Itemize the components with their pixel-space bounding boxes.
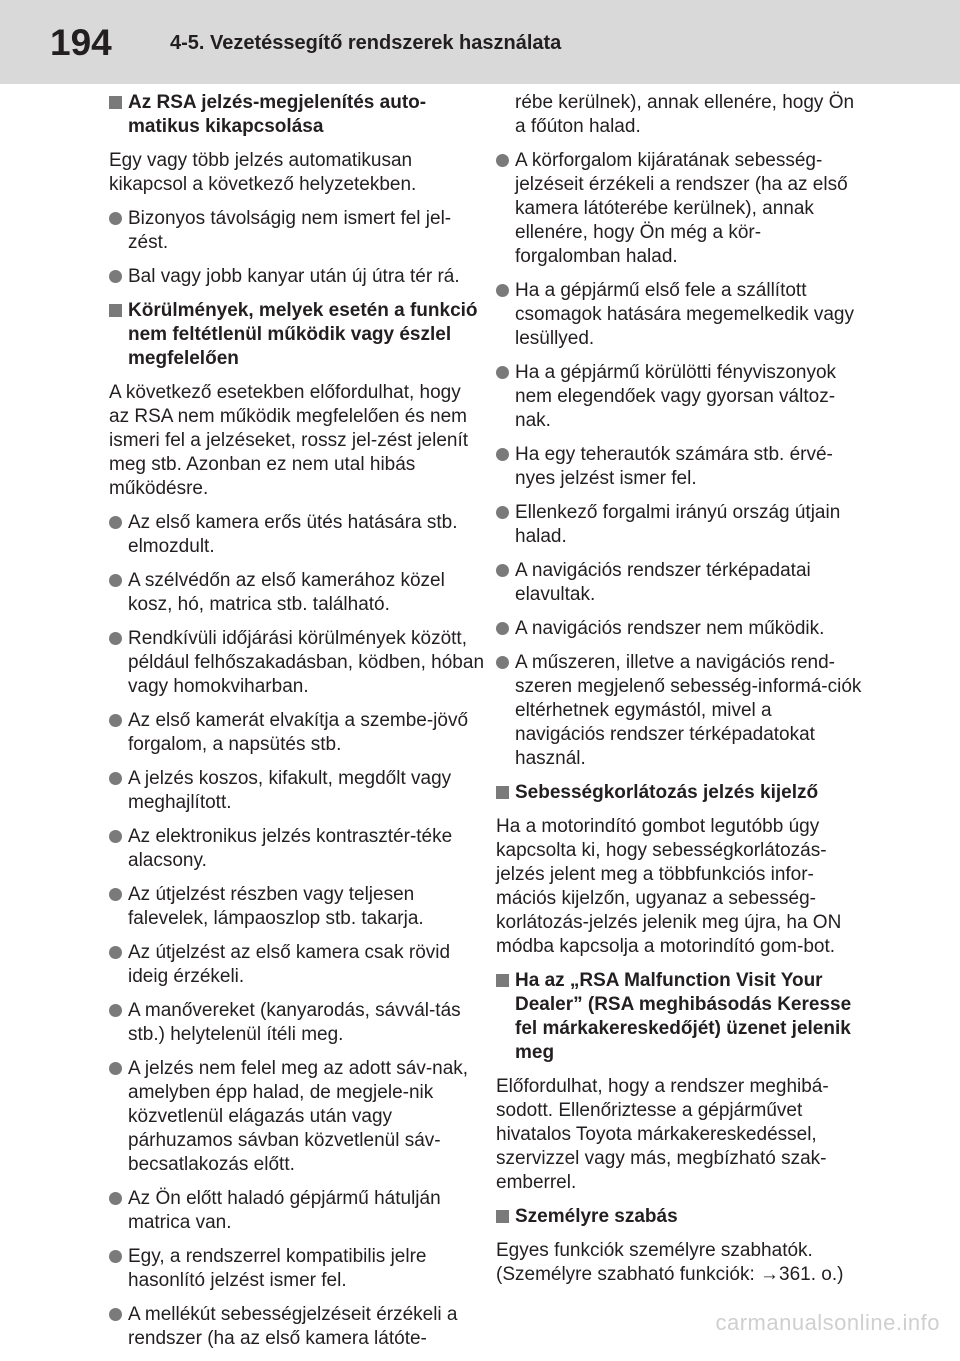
circle-bullet-icon: [109, 574, 122, 587]
list-item-text: Ha a gépjármű körülötti fényviszonyok nem elegendőek vagy gyorsan változ-nak.: [515, 362, 837, 431]
list-item: [496, 501, 866, 549]
list-item: [109, 767, 484, 815]
list-item-text: A jelzés koszos, kifakult, megdőlt vagy meghajlított.: [128, 768, 452, 813]
square-bullet-icon: [109, 96, 122, 109]
circle-bullet-icon: [109, 772, 122, 785]
list-item-text: Az első kamera erős ütés hatására stb. elmozdult.: [128, 512, 458, 557]
list-item: [496, 443, 866, 491]
list-item: [496, 559, 866, 607]
list-item: [109, 569, 484, 617]
watermark-text: carmanualsonline.info: [715, 1310, 940, 1335]
circle-bullet-icon: [496, 154, 509, 167]
left-column: [109, 91, 484, 1361]
list-item: [109, 511, 484, 559]
paragraph: Ha a motorindító gombot legutóbb úgy kapcsolta ki, hogy sebességkorlátozás-jelzés jelent meg a többfunkciós infor-mációs kijelzőn, ugyanaz a sebesség-korlátozás-jelzés jelenik meg újra, ha ON módba kapcsolja a motorindító gom-bot.: [496, 816, 842, 957]
list-item-text: A szélvédőn az első kamerához közel kosz, hó, matrica stb. található.: [128, 570, 445, 615]
list-item: [109, 1303, 484, 1351]
heading-text: Személyre szabás: [515, 1206, 678, 1227]
list-item-text: Az első kamerát elvakítja a szembe-jövő forgalom, a napsütés stb.: [128, 710, 469, 755]
list-item: [109, 941, 484, 989]
list-item-text: Rendkívüli időjárási körülmények között, például felhőszakadásban, ködben, hóban vagy homokviharban.: [128, 628, 485, 697]
list-item-text: Egy, a rendszerrel kompatibilis jelre hasonlító jelzést ismer fel.: [128, 1246, 427, 1291]
circle-bullet-icon: [109, 212, 122, 225]
list-item-text: Az útjelzést az első kamera csak rövid ideig érzékeli.: [128, 942, 451, 987]
section-heading: [109, 91, 484, 139]
list-item: [109, 999, 484, 1047]
circle-bullet-icon: [109, 1062, 122, 1075]
square-bullet-icon: [496, 1210, 509, 1223]
list-item: [109, 207, 484, 255]
heading-text: Az RSA jelzés-megjelenítés auto-matikus kikapcsolása: [128, 92, 427, 137]
page-header: [0, 0, 960, 84]
circle-bullet-icon: [109, 1004, 122, 1017]
circle-bullet-icon: [496, 366, 509, 379]
list-item-text: Ellenkező forgalmi irányú ország útjain halad.: [515, 502, 841, 547]
list-item-text: Ha egy teherautók számára stb. érvé-nyes jelzést ismer fel.: [515, 444, 833, 489]
list-item-text: Bizonyos távolságig nem ismert fel jel-zést.: [128, 208, 452, 253]
circle-bullet-icon: [109, 632, 122, 645]
square-bullet-icon: [496, 786, 509, 799]
paragraph: Egyes funkciók személyre szabhatók. (Személyre szabható funkciók: →361. o.): [496, 1240, 844, 1285]
page-number: 194: [50, 22, 112, 63]
circle-bullet-icon: [109, 1192, 122, 1205]
circle-bullet-icon: [109, 714, 122, 727]
list-item-text: Ha a gépjármű első fele a szállított csomagok hatására megemelkedik vagy lesüllyed.: [515, 280, 855, 349]
paragraph: Előfordulhat, hogy a rendszer meghibá-sodott. Ellenőriztesse a gépjárművet hivatalos Toyota márkakereskedéssel, szervizzel vagy más, megbízható szak-emberrel.: [496, 1076, 829, 1193]
list-item-continuation: rébe kerülnek), annak ellenére, hogy Ön a főúton halad.: [515, 92, 855, 137]
list-item-text: Az Ön előtt haladó gépjármű hátulján matrica van.: [128, 1188, 441, 1233]
section-heading: [496, 1205, 866, 1229]
circle-bullet-icon: [109, 830, 122, 843]
list-item-text: A mellékút sebességjelzéseit érzékeli a rendszer (ha az első kamera látóte-: [128, 1304, 458, 1349]
list-item: [109, 883, 484, 931]
circle-bullet-icon: [109, 888, 122, 901]
list-item-text: A jelzés nem felel meg az adott sáv-nak, amelyben épp halad, de megjele-nik közvetlenül elágazás után vagy párhuzamos sávban közvetlenül sáv-becsatlakozás előtt.: [128, 1058, 469, 1175]
list-item: [109, 709, 484, 757]
list-item: [496, 279, 866, 351]
list-item: [109, 1245, 484, 1293]
paragraph: A következő esetekben előfordulhat, hogy az RSA nem működik megfelelően és nem ismeri fel a jelzéseket, rossz jel-zést jelenít meg stb. Azonban ez nem utal hibás működésre.: [109, 382, 469, 499]
circle-bullet-icon: [109, 1308, 122, 1321]
paragraph: Egy vagy több jelzés automatikusan kikapcsol a következő helyzetekben.: [109, 150, 417, 195]
right-column: [496, 91, 866, 1297]
list-item-text: A műszeren, illetve a navigációs rend-szeren megjelenő sebesség-informá-ciók eltérhetnek egymástól, mivel a navigációs rendszer térképadatokat használ.: [515, 652, 862, 769]
square-bullet-icon: [109, 304, 122, 317]
list-item: [109, 627, 484, 699]
list-item: [496, 617, 866, 641]
heading-text: Körülmények, melyek esetén a funkció nem feltétlenül működik vagy észlel megfelelően: [128, 300, 478, 369]
list-item: [496, 149, 866, 269]
circle-bullet-icon: [496, 656, 509, 669]
circle-bullet-icon: [109, 1250, 122, 1263]
circle-bullet-icon: [496, 284, 509, 297]
circle-bullet-icon: [109, 946, 122, 959]
list-item-text: A manővereket (kanyarodás, sávvál-tás stb.) helytelenül ítéli meg.: [128, 1000, 461, 1045]
list-item: [109, 825, 484, 873]
list-item: [109, 265, 484, 289]
list-item-text: Bal vagy jobb kanyar után új útra tér rá.: [128, 266, 460, 287]
list-item: [496, 651, 866, 771]
list-item-text: A navigációs rendszer nem működik.: [515, 618, 825, 639]
section-heading: [109, 299, 484, 371]
list-item-text: A körforgalom kijáratának sebesség-jelzéseit érzékeli a rendszer (ha az első kamera látóterébe kerülnek), annak ellenére, hogy Ön még a kör-forgalomban halad.: [515, 150, 848, 267]
list-item-text: Az útjelzést részben vagy teljesen falevelek, lámpaoszlop stb. takarja.: [128, 884, 424, 929]
section-heading: [496, 781, 866, 805]
list-item: [109, 1187, 484, 1235]
square-bullet-icon: [496, 974, 509, 987]
circle-bullet-icon: [496, 564, 509, 577]
circle-bullet-icon: [496, 506, 509, 519]
circle-bullet-icon: [496, 448, 509, 461]
circle-bullet-icon: [109, 270, 122, 283]
list-item: [109, 1057, 484, 1177]
heading-text: Ha az „RSA Malfunction Visit Your Dealer” (RSA meghibásodás Keresse fel márkakereskedőjét) üzenet jelenik meg: [515, 970, 852, 1063]
circle-bullet-icon: [496, 622, 509, 635]
chapter-title: 4-5. Vezetéssegítő rendszerek használata: [170, 32, 562, 54]
list-item-text: A navigációs rendszer térképadatai elavultak.: [515, 560, 811, 605]
list-item-text: Az elektronikus jelzés kontrasztér-téke alacsony.: [128, 826, 453, 871]
heading-text: Sebességkorlátozás jelzés kijelző: [515, 782, 819, 803]
section-heading: [496, 969, 866, 1065]
circle-bullet-icon: [109, 516, 122, 529]
list-item: [496, 361, 866, 433]
